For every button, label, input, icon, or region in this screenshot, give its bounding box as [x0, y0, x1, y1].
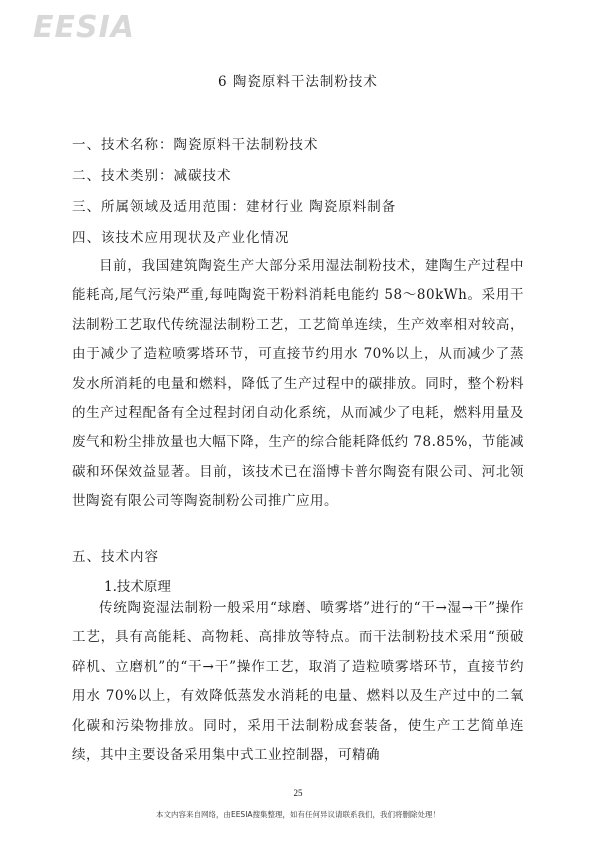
subheading-principle: 1.技术原理: [104, 579, 171, 595]
item-content-heading: 五、技术内容: [72, 549, 159, 565]
item-scope: 三、所属领域及适用范围：建材行业 陶瓷原料制备: [72, 199, 397, 215]
item-tech-name: 一、技术名称：陶瓷原料干法制粉技术: [72, 137, 319, 153]
principle-paragraph: 传统陶瓷湿法制粉一般采用“球磨、喷雾塔”进行的“干→湿→干”操作工艺，具有高能耗、高物耗、高排放等特点。而干法制粉技术采用“预破碎机、立磨机”的“干→干”操作工艺，取消了造粒喷雾塔环节，直接节约用水 70%以上，有效降低蒸发水消耗的电量、燃料以及生产过中的二氧化碳和污染物排放。同时，采用干法制粉成套装备，使生产工艺简单连续，其中主要设备采用集中式工业控制器，可精确: [72, 600, 524, 764]
item-status-heading: 四、该技术应用现状及产业化情况: [72, 230, 290, 246]
item-tech-category: 二、技术类别：减碳技术: [72, 168, 232, 184]
eesia-logo: EESIA: [33, 10, 135, 45]
page-number: 25: [293, 788, 303, 798]
page-title: 6 陶瓷原料干法制粉技术: [218, 74, 378, 90]
footer-notice: 本文内容来自网络，由EESIA搜集整理，如有任何异议请联系我们，我们将删除处理！: [155, 810, 441, 819]
status-paragraph: 目前，我国建筑陶瓷生产大部分采用湿法制粉技术，建陶生产过程中能耗高,尾气污染严重,每吨陶瓷干粉料消耗电能约 58～80kWh。采用干法制粉工艺取代传统湿法制粉工艺，工艺简单连续，生产效率相对较高，由于减少了造粒喷雾塔环节，可直接节约用水 70%以上，从而减少了蒸发水所消耗的电量和燃料，降低了生产过程中的碳排放。同时，整个粉料的生产过程配备有全过程封闭自动化系统，从而减少了电耗，燃料用量及废气和粉尘排放量也大幅下降，生产的综合能耗降低约 78.85%，节能减碳和环保效益显著。目前，该技术已在淄博卡普尔陶瓷有限公司、河北领世陶瓷有限公司等陶瓷制粉公司推广应用。: [72, 258, 524, 510]
